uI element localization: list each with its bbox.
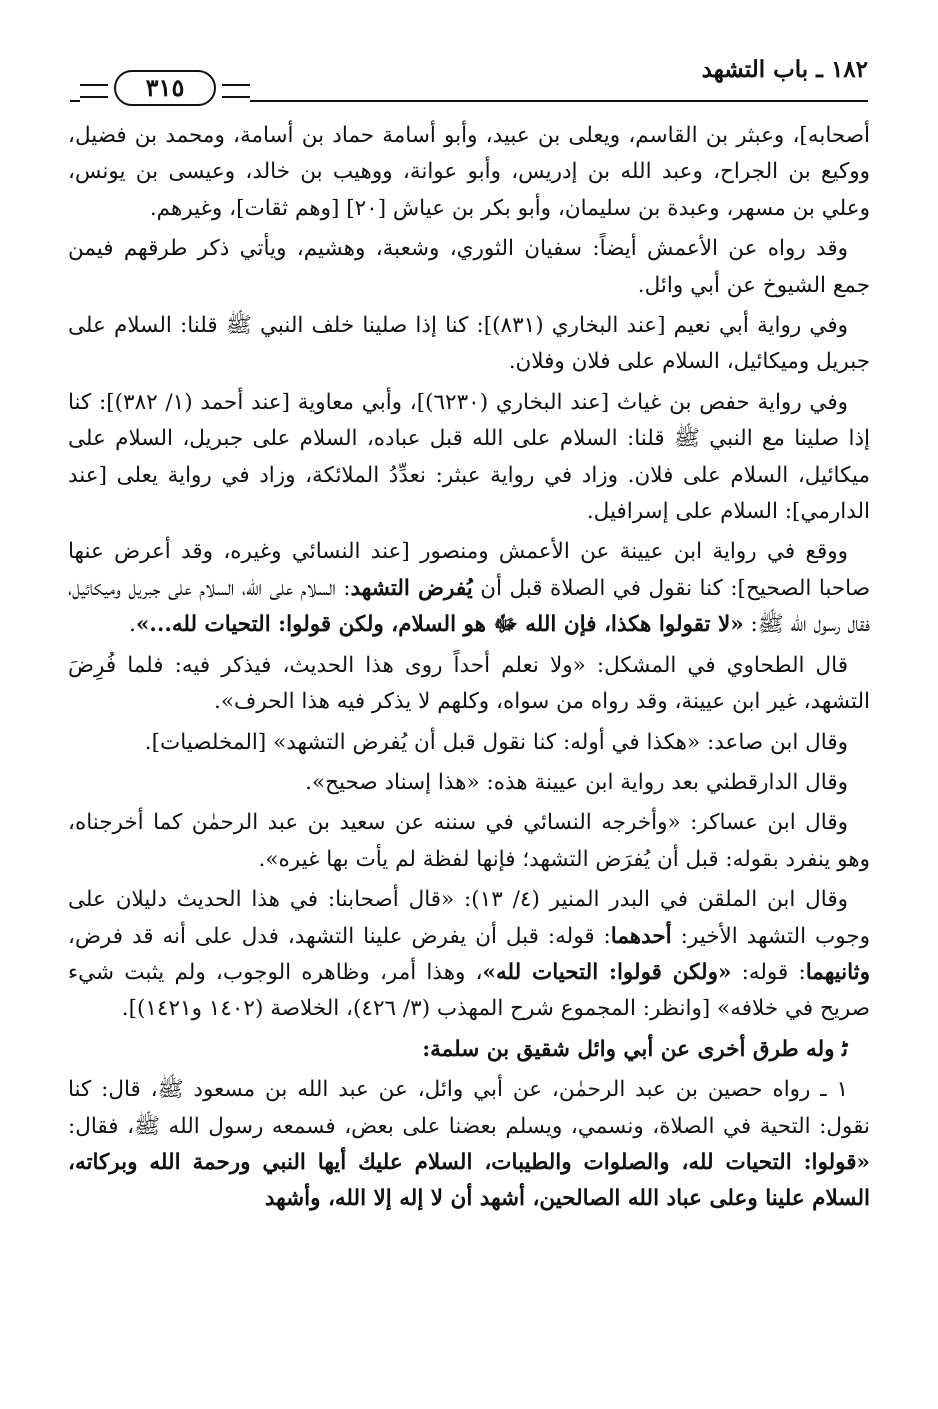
text-run: ١ ـ رواه حصين بن عبد الرحمٰن، عن أبي وائل، عن عبد الله بن مسعود ﷺ، قال: كنا نقول: التحية في الصلاة، ونسمي، ويسلم بعضنا على بعض، فسمعه رسول الله ﷺ، فقال: — [68, 1077, 870, 1139]
bold-text: أحدهما — [610, 923, 672, 949]
paragraph — [68, 765, 870, 801]
bold-text: «لا تقولوا هكذا، فإن الله ﷻ هو السلام، ولكن قولوا: التحيات لله...» — [135, 612, 744, 638]
text-run: . — [129, 612, 136, 638]
paragraph — [68, 308, 870, 381]
text-run: وقال ابن الملقن في البدر المنير (٤/ ١٣): «قال أصحابنا: في هذا الحديث دليلان على وجوب التشهد الأخير: — [68, 887, 871, 949]
text-run: وقال ابن عساكر: «وأخرجه النسائي في سننه عن سعيد بن عبد الرحمٰن كما أخرجناه، وهو ينفرد بقوله: قبل أن يُفرَض التشهد؛ فإنها لفظة لم يأت بها غيره». — [68, 810, 870, 872]
page-body-text — [68, 118, 870, 1222]
text-run: ، وهذا أمر، وظاهره الوجوب، ولم يثبت شيء صريح في خلافه» [وانظر: المجموع شرح المهذب (٣/ ٤٢٦)، الخلاصة (١٤٠٢ و١٤٢١)]. — [68, 959, 870, 1022]
page-number-ornament — [80, 70, 250, 110]
ornament-lines-right — [222, 84, 250, 98]
ornament-lines-left — [80, 84, 108, 98]
page-header — [70, 52, 868, 114]
text-run: قال الطحاوي في المشكل: «ولا نعلم أحداً روى هذا الحديث، فيذكر فيه: فلما فُرِضَ التشهد، غير ابن عيينة، وقد رواه من سواه، وكلهم لا يذكر فيه هذا الحرف». — [68, 652, 870, 715]
text-run: وقال الدارقطني بعد رواية ابن عيينة هذه: «هذا إسناد صحيح». — [305, 769, 848, 795]
paragraph — [68, 805, 870, 878]
paragraph — [68, 118, 870, 227]
paragraph — [68, 882, 870, 1028]
paragraph — [68, 385, 870, 531]
paragraph — [68, 725, 870, 761]
bold-text: «قولوا: التحيات لله، والصلوات والطيبات، السلام عليك أيها النبي ورحمة الله وبركاته، السلام علينا وعلى عباد الله الصالحين، أشهد أن لا إله إلا الله، وأشهد — [68, 1149, 870, 1212]
paragraph — [68, 231, 870, 304]
text-run: وقال ابن صاعد: «هكذا في أوله: كنا نقول قبل أن يُفرض التشهد» [المخلصيات]. — [144, 729, 848, 755]
text-run: ووقع في رواية ابن عيينة عن الأعمش ومنصور [عند النسائي وغيره، وقد أعرض عنها صاحبا الصحيح]: كنا نقول في الصلاة قبل أن — [68, 539, 870, 601]
paragraph — [68, 1072, 870, 1218]
bold-text: ﮢ وله طرق أخرى عن أبي وائل شقيق بن سلمة: — [422, 1036, 848, 1062]
bold-text: وثانيهما — [805, 959, 870, 985]
text-run: : قوله: قبل أن يفرض علينا التشهد، فدل على أنه قد فرض، — [68, 923, 611, 949]
text-run: : قوله: — [731, 959, 806, 985]
page-number: ٣١٥ — [114, 70, 216, 106]
paragraph — [68, 534, 870, 643]
text-run: وقد رواه عن الأعمش أيضاً: سفيان الثوري، وشعبة، وهشيم، ويأتي ذكر طرقهم فيمن جمع الشيوخ عن أبي وائل. — [68, 236, 870, 298]
chapter-title: ١٨٢ ـ باب التشهد — [701, 56, 868, 83]
bold-text: يُفرض التشهد — [350, 575, 473, 601]
text-run: وفي رواية حفص بن غياث [عند البخاري (٦٢٣٠)]، وأبي معاوية [عند أحمد (١/ ٣٨٢)]: كنا إذا صلينا مع النبي ﷺ قلنا: السلام على الله قبل عباده، السلام على جبريل، السلام على ميكائيل، السلام على فلان. وزاد في رواية عبثر: نعدِّدُ الملائكة، وزاد في رواية يعلى [عند الدارمي]: السلام على إسرافيل. — [68, 389, 870, 525]
text-run: أصحابه]، وعبثر بن القاسم، ويعلى بن عبيد، وأبو أسامة حماد بن أسامة، ومحمد بن فضيل، ووكيع بن الجراح، وعبد الله بن إدريس، وأبو عوانة، ووهيب بن خالد، وعيسى بن يونس، وعلي بن مسهر، وعبدة بن سليمان، وأبو بكر بن عياش [٢٠] [وهم ثقات]، وغيرهم. — [68, 123, 870, 221]
bold-text: «ولكن قولوا: التحيات لله» — [482, 959, 732, 985]
paragraph — [68, 648, 870, 721]
text-run: : السلام على الله، السلام على جبريل وميكائيل، فقال رسول الله ﷺ: — [68, 575, 870, 638]
section-heading — [68, 1032, 870, 1068]
text-run: وفي رواية أبي نعيم [عند البخاري (٨٣١)]: كنا إذا صلينا خلف النبي ﷺ قلنا: السلام على جبريل وميكائيل، السلام على فلان وفلان. — [68, 313, 870, 375]
